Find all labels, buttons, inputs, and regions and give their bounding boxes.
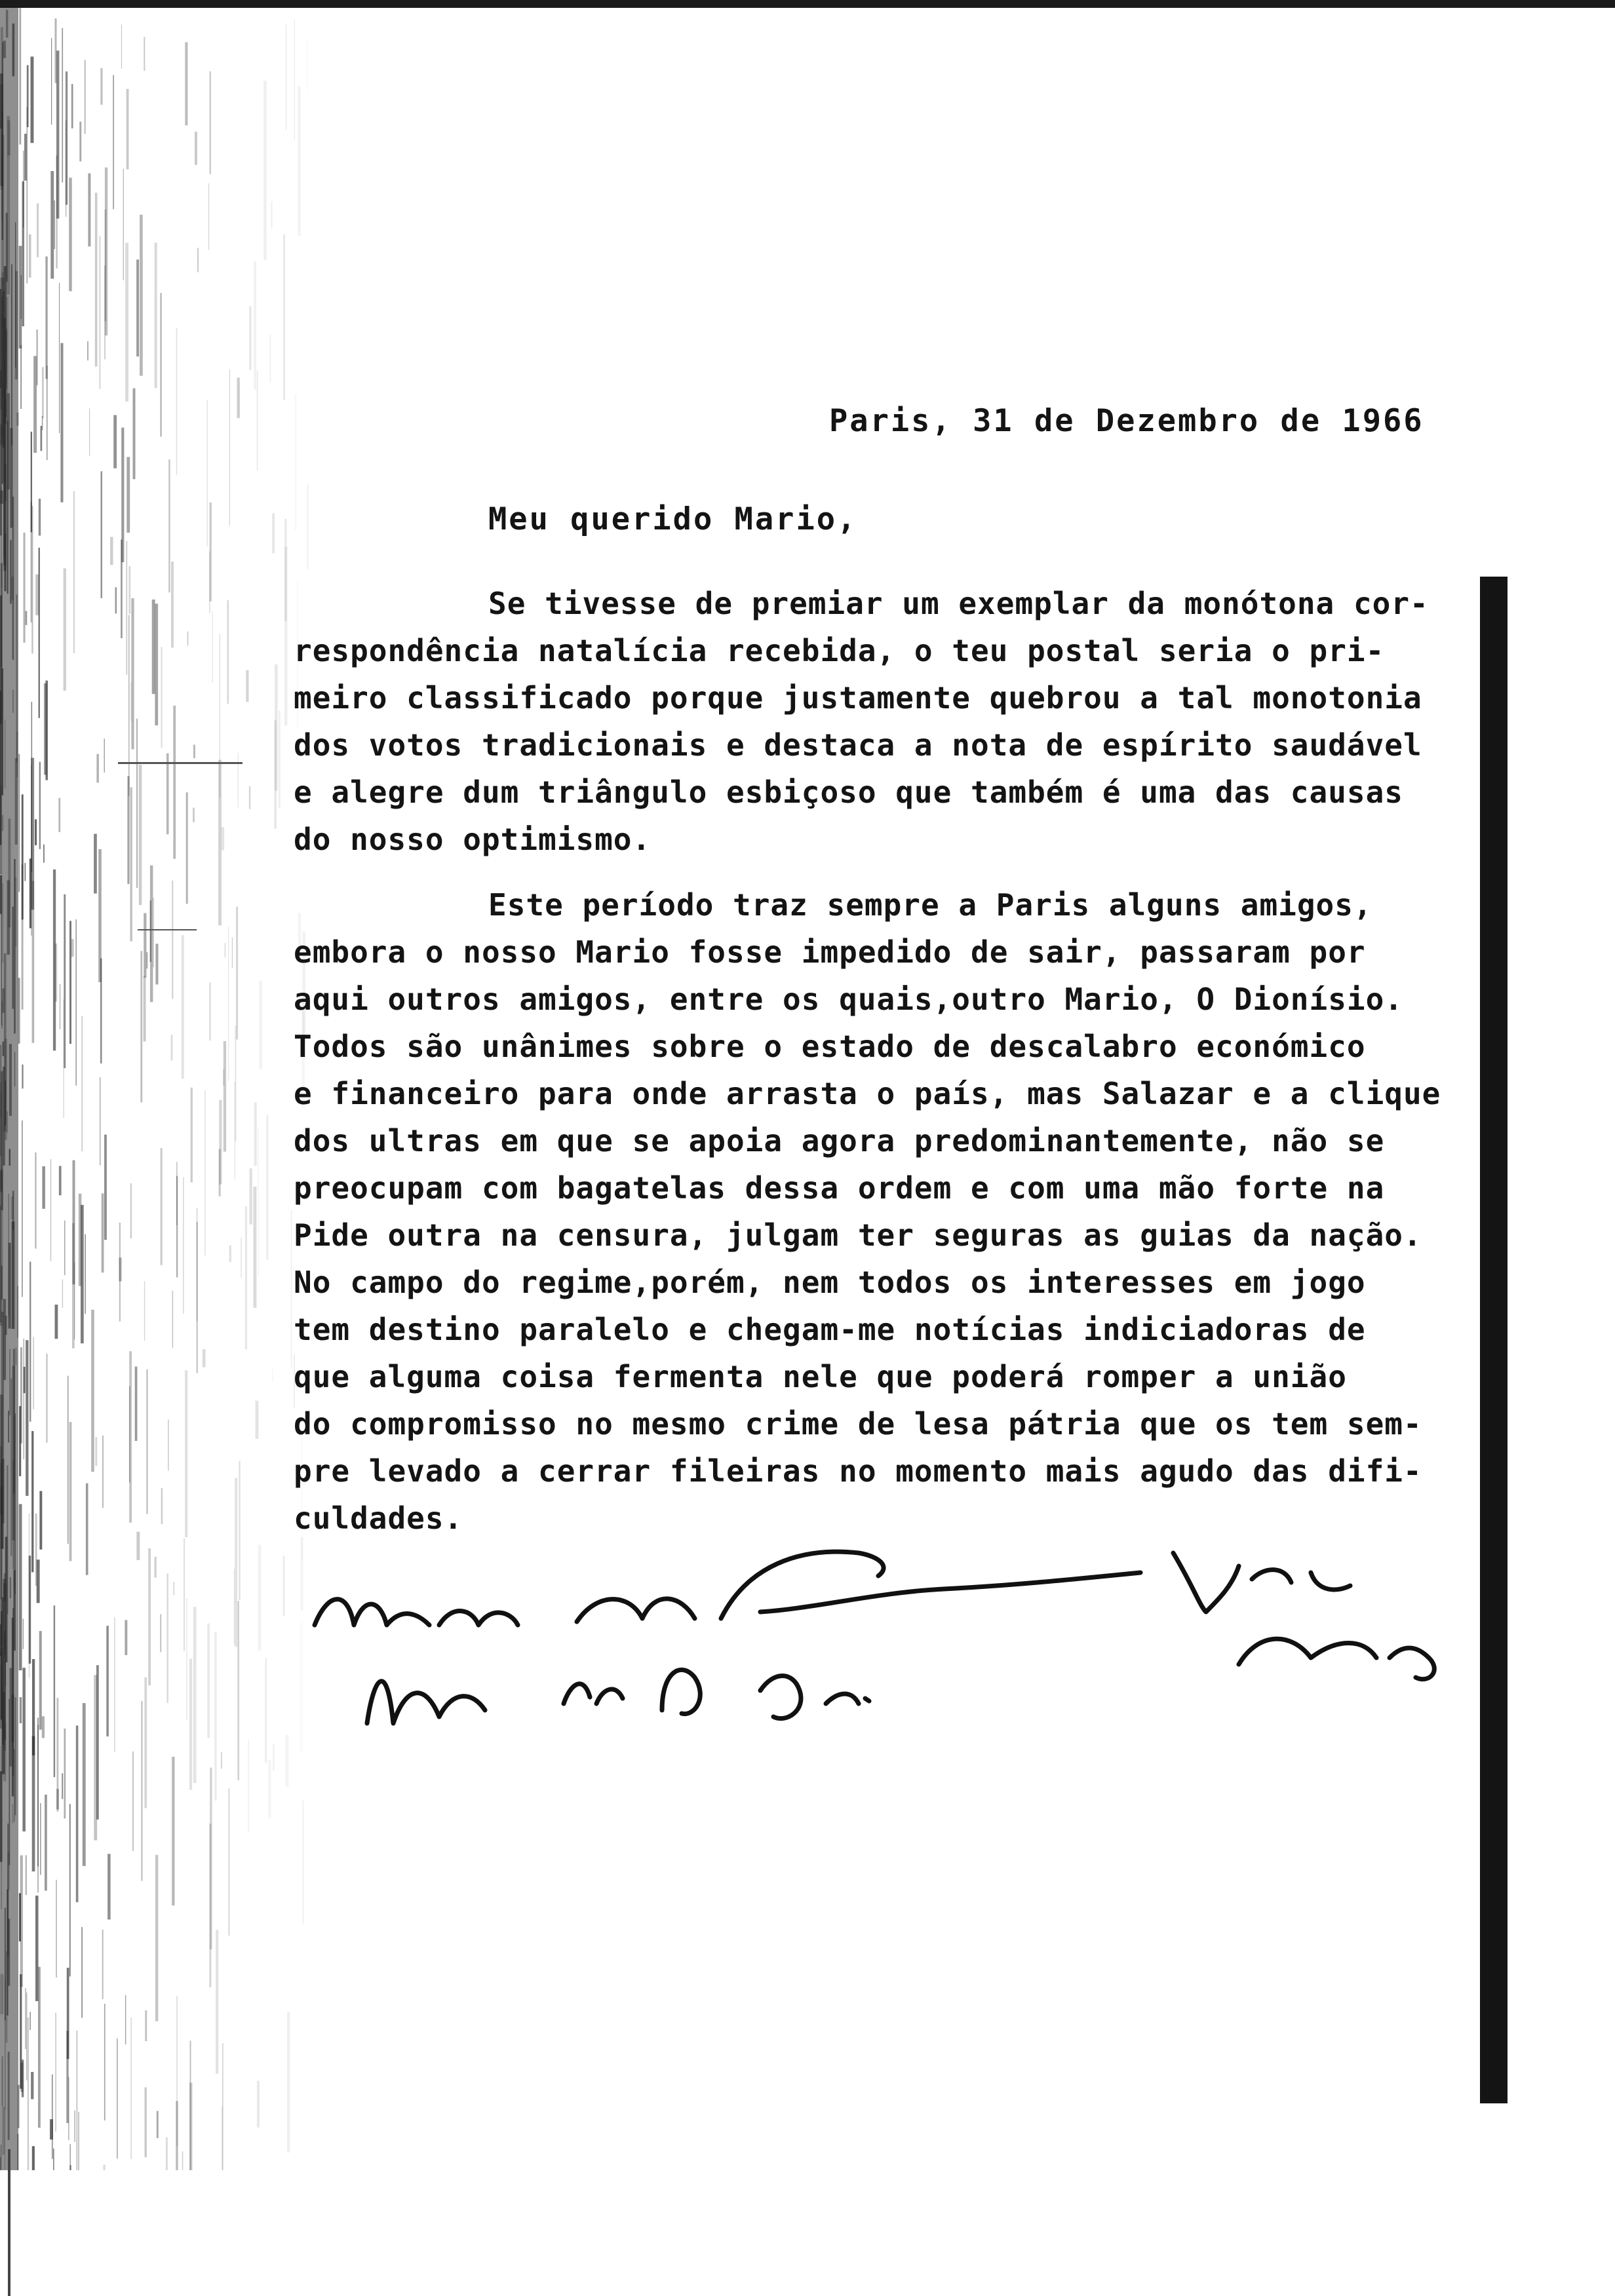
letter-salutation: Meu querido Mario, [488, 501, 858, 537]
paragraph [294, 881, 1473, 1542]
text-line: meiro classificado porque justamente quebrou a tal monotonia [294, 680, 1422, 716]
text-line: No campo do regime,porém, nem todos os interesses em jogo [294, 1265, 1366, 1300]
scan-left-margin-noise [0, 8, 328, 2170]
text-line: e alegre dum triângulo esbiçoso que também é uma das causas [294, 775, 1403, 810]
text-line: pre levado a cerrar fileiras no momento mais agudo das difi- [294, 1453, 1422, 1489]
letter-date: Paris, 31 de Dezembro de 1966 [829, 403, 1424, 439]
scan-margin-mark [138, 929, 197, 930]
text-line: do compromisso no mesmo crime de lesa pátria que os tem sem- [294, 1406, 1422, 1442]
text-line: culdades. [294, 1501, 463, 1536]
scan-margin-mark [118, 762, 243, 764]
text-line: tem destino paralelo e chegam-me notícias indiciadoras de [294, 1312, 1366, 1347]
text-line: aqui outros amigos, entre os quais,outro Mario, O Dionísio. [294, 982, 1403, 1017]
text-line: Pide outra na censura, julgam ter seguras as guias da nação. [294, 1217, 1422, 1253]
letter-body [294, 580, 1473, 1560]
text-line: Este período traz sempre a Paris alguns amigos, [488, 887, 1372, 923]
paragraph [294, 580, 1473, 863]
scan-top-edge [0, 0, 1615, 8]
text-line: do nosso optimismo. [294, 822, 652, 857]
text-line: e financeiro para onde arrasta o país, mas Salazar e a clique [294, 1076, 1441, 1111]
text-line: que alguma coisa fermenta nele que poderá romper a união [294, 1359, 1347, 1394]
text-line: Todos são unânimes sobre o estado de descalabro económico [294, 1029, 1366, 1064]
scan-left-rule [8, 2149, 10, 2296]
text-line: dos votos tradicionais e destaca a nota de espírito saudável [294, 727, 1422, 763]
scan-right-edge-bar [1480, 577, 1508, 2103]
handwritten-signature [288, 1527, 1468, 1743]
text-line: dos ultras em que se apoia agora predominantemente, não se [294, 1123, 1385, 1158]
text-line: embora o nosso Mario fosse impedido de sair, passaram por [294, 934, 1366, 970]
text-line: Se tivesse de premiar um exemplar da monótona cor- [488, 586, 1429, 621]
text-line: preocupam com bagatelas dessa ordem e com uma mão forte na [294, 1170, 1385, 1206]
text-line: respondência natalícia recebida, o teu postal seria o pri- [294, 633, 1385, 668]
